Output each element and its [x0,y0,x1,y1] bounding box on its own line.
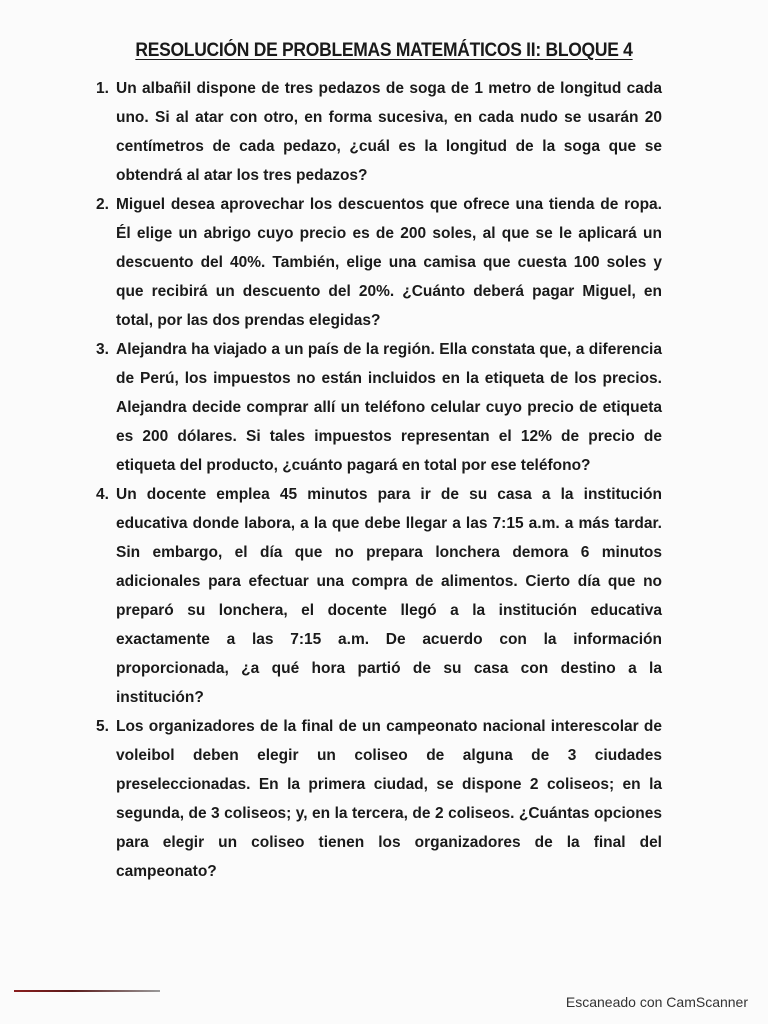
problem-text: Los organizadores de la final de un campeonato nacional interescolar de voleibol deben elegir un coliseo de alguna de 3 ciudades preseleccionadas. En la primera ciudad, se dispone 2 coliseos; en la segunda, de 3 coliseos; y, en la tercera, de 2 coliseos. ¿Cuántas opciones para elegir un coliseo tienen los organizadores de la final del campeonato? [116,718,662,880]
scan-mark-line [14,990,160,992]
problem-item [96,480,662,712]
problem-number: 5. [96,718,109,735]
problem-text: Miguel desea aprovechar los descuentos que ofrece una tienda de ropa. Él elige un abrigo cuyo precio es de 200 soles, al que se le aplicará un descuento del 40%. También, elige una camisa que cuesta 100 soles y que recibirá un descuento del 20%. ¿Cuánto deberá pagar Miguel, en total, por las dos prendas elegidas? [116,196,662,329]
problem-item [96,74,662,190]
problem-text: Un albañil dispone de tres pedazos de soga de 1 metro de longitud cada uno. Si al atar con otro, en forma sucesiva, en cada nudo se usarán 20 centímetros de cada pedazo, ¿cuál es la longitud de la soga que se obtendrá al atar los tres pedazos? [116,80,662,184]
problem-number: 3. [96,341,109,358]
problem-text: Un docente emplea 45 minutos para ir de su casa a la institución educativa donde labora, a la que debe llegar a las 7:15 a.m. a más tardar. Sin embargo, el día que no prepara lonchera demora 6 minutos adicionales para efectuar una compra de alimentos. Cierto día que no preparó su lonchera, el docente llegó a la institución educativa exactamente a las 7:15 a.m. De acuerdo con la información proporcionada, ¿a qué hora partió de su casa con destino a la institución? [116,486,662,706]
problem-text: Alejandra ha viajado a un país de la región. Ella constata que, a diferencia de Perú, los impuestos no están incluidos en la etiqueta de los precios. Alejandra decide comprar allí un teléfono celular cuyo precio de etiqueta es 200 dólares. Si tales impuestos representan el 12% de precio de etiqueta del producto, ¿cuánto pagará en total por ese teléfono? [116,341,662,474]
problem-item [96,190,662,335]
problem-number: 1. [96,80,109,97]
page-title: RESOLUCIÓN DE PROBLEMAS MATEMÁTICOS II: BLOQUE 4 [135,40,633,61]
problem-list [96,74,662,886]
problem-item [96,335,662,480]
problem-number: 4. [96,486,109,503]
camscanner-watermark: Escaneado con CamScanner [565,994,748,1010]
problem-number: 2. [96,196,109,213]
problem-item [96,712,662,886]
